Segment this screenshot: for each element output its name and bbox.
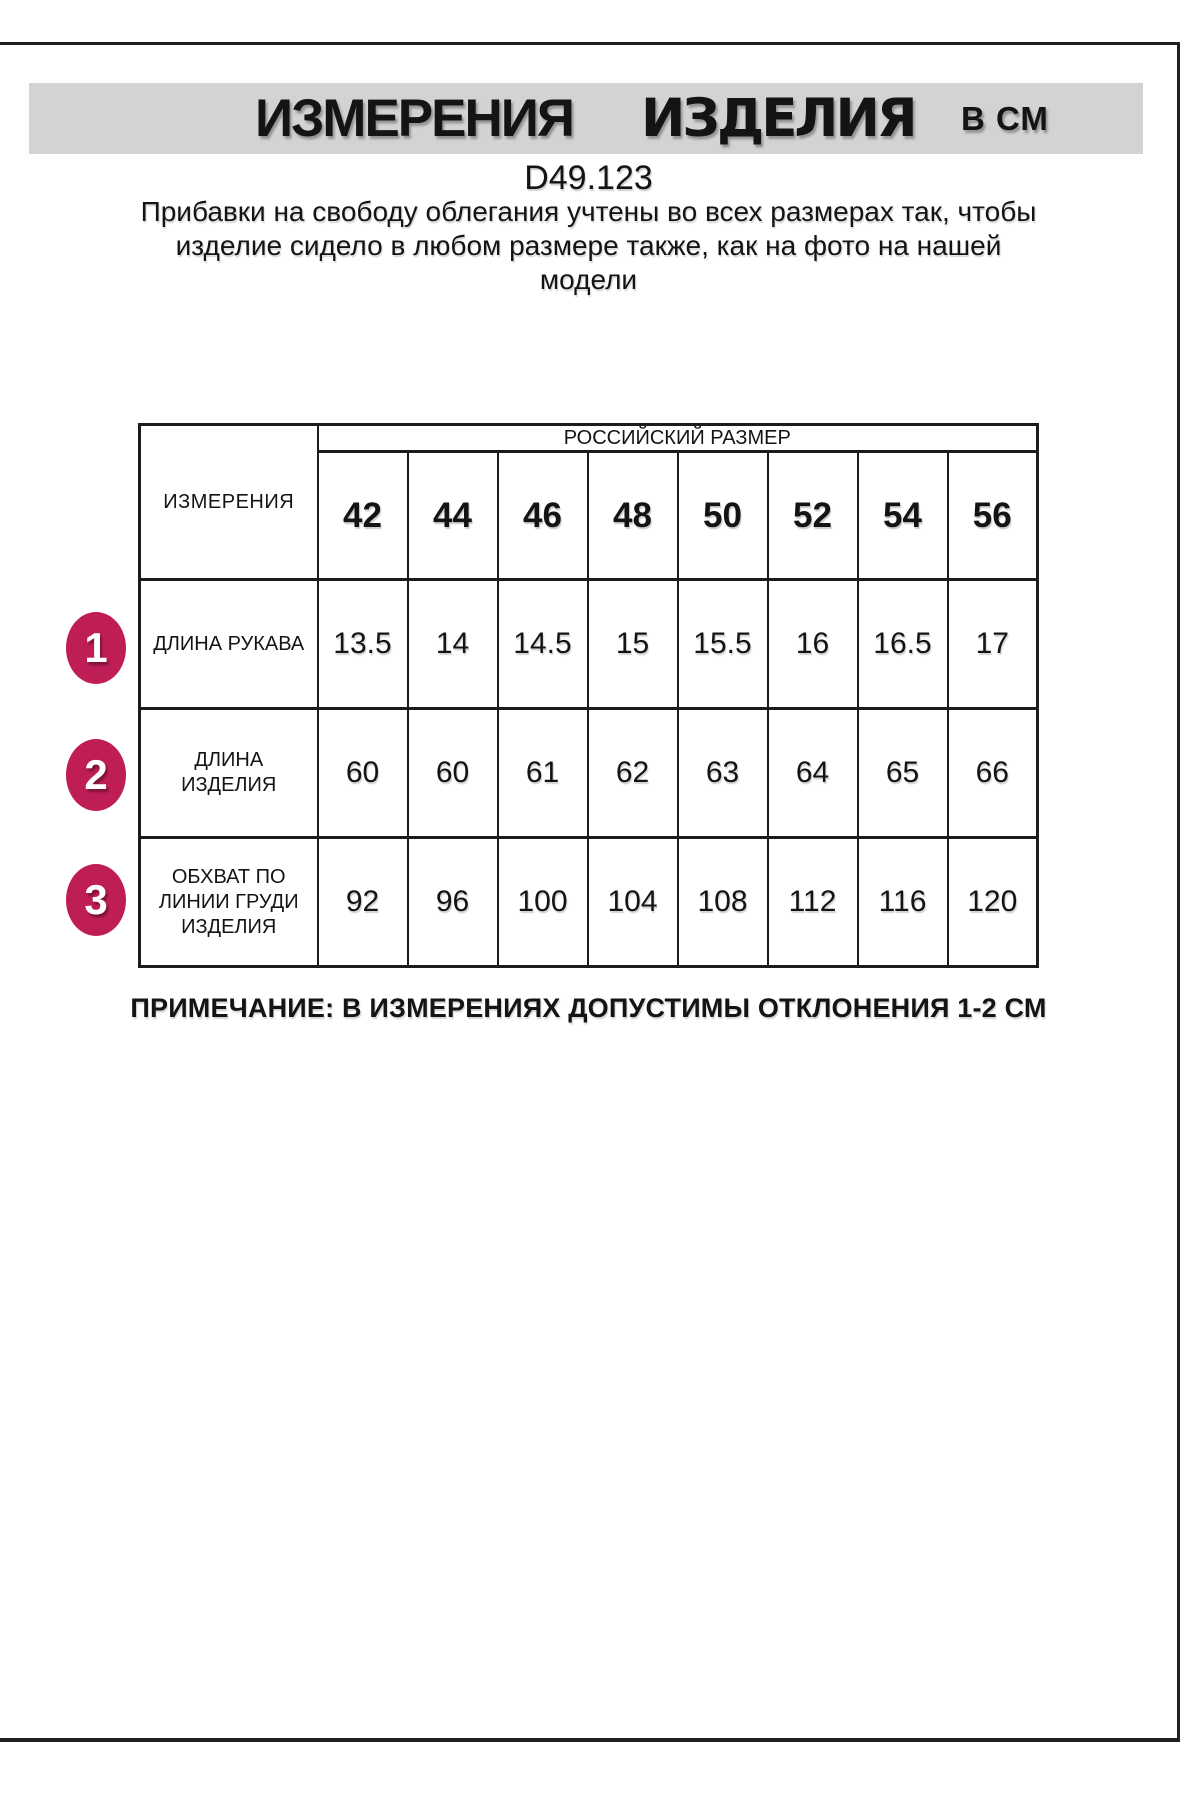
product-code: D49.123 [524,159,653,197]
size-header-cell: 44 [408,452,498,580]
value-cell: 65 [858,709,948,838]
row-number-badge-3: 3 [66,864,126,936]
value-cell: 60 [408,709,498,838]
measurements-header-cell: ИЗМЕРЕНИЯ [140,425,318,580]
table-row-sleeve-length [140,580,1038,709]
value-cell: 63 [678,709,768,838]
value-cell: 62 [588,709,678,838]
value-cell: 108 [678,838,768,967]
value-cell: 112 [768,838,858,967]
value-cell: 17 [948,580,1038,709]
value-cell: 92 [318,838,408,967]
value-cell: 66 [948,709,1038,838]
intro-line: Прибавки на свободу облегания учтены во всех размерах так, чтобы [140,196,1037,227]
value-cell: 104 [588,838,678,967]
size-header-cell: 54 [858,452,948,580]
size-table [138,423,1039,968]
title-measurements: ИЗМЕРЕНИЯ [255,89,573,148]
title-units: В СМ [961,99,1049,137]
row-label-cell: ДЛИНА ИЗДЕЛИЯ [140,709,318,838]
value-cell: 120 [948,838,1038,967]
title-product: ИЗДЕЛИЯ [641,88,915,149]
row-number-badge-2: 2 [66,739,126,811]
value-cell: 15 [588,580,678,709]
value-cell: 64 [768,709,858,838]
value-cell: 16 [768,580,858,709]
size-header-cell: 48 [588,452,678,580]
value-cell: 13.5 [318,580,408,709]
value-cell: 116 [858,838,948,967]
value-cell: 96 [408,838,498,967]
row-number-badge-1: 1 [66,612,126,684]
row-label-cell: ОБХВАТ ПО ЛИНИИ ГРУДИ ИЗДЕЛИЯ [140,838,318,967]
russian-size-header-cell: РОССИЙСКИЙ РАЗМЕР [318,425,1038,452]
value-cell: 61 [498,709,588,838]
value-cell: 60 [318,709,408,838]
row-label-cell: ДЛИНА РУКАВА [140,580,318,709]
size-header-cell: 56 [948,452,1038,580]
intro-line: модели [539,264,638,295]
intro-paragraph [0,195,1177,297]
size-header-cell: 46 [498,452,588,580]
size-header-cell: 42 [318,452,408,580]
intro-line: изделие сидело в любом размере также, как на фото на нашей [175,230,1002,261]
table-row-chest-girth [140,838,1038,967]
value-cell: 14.5 [498,580,588,709]
value-cell: 15.5 [678,580,768,709]
note-text: ПРИМЕЧАНИЕ: В ИЗМЕРЕНИЯХ ДОПУСТИМЫ ОТКЛОНЕНИЯ 1-2 СМ [130,993,1047,1023]
value-cell: 100 [498,838,588,967]
size-header-cell: 52 [768,452,858,580]
value-cell: 16.5 [858,580,948,709]
size-header-cell: 50 [678,452,768,580]
value-cell: 14 [408,580,498,709]
table-group-header-row [140,425,1038,452]
table-row-item-length [140,709,1038,838]
title-bar [29,83,1143,154]
